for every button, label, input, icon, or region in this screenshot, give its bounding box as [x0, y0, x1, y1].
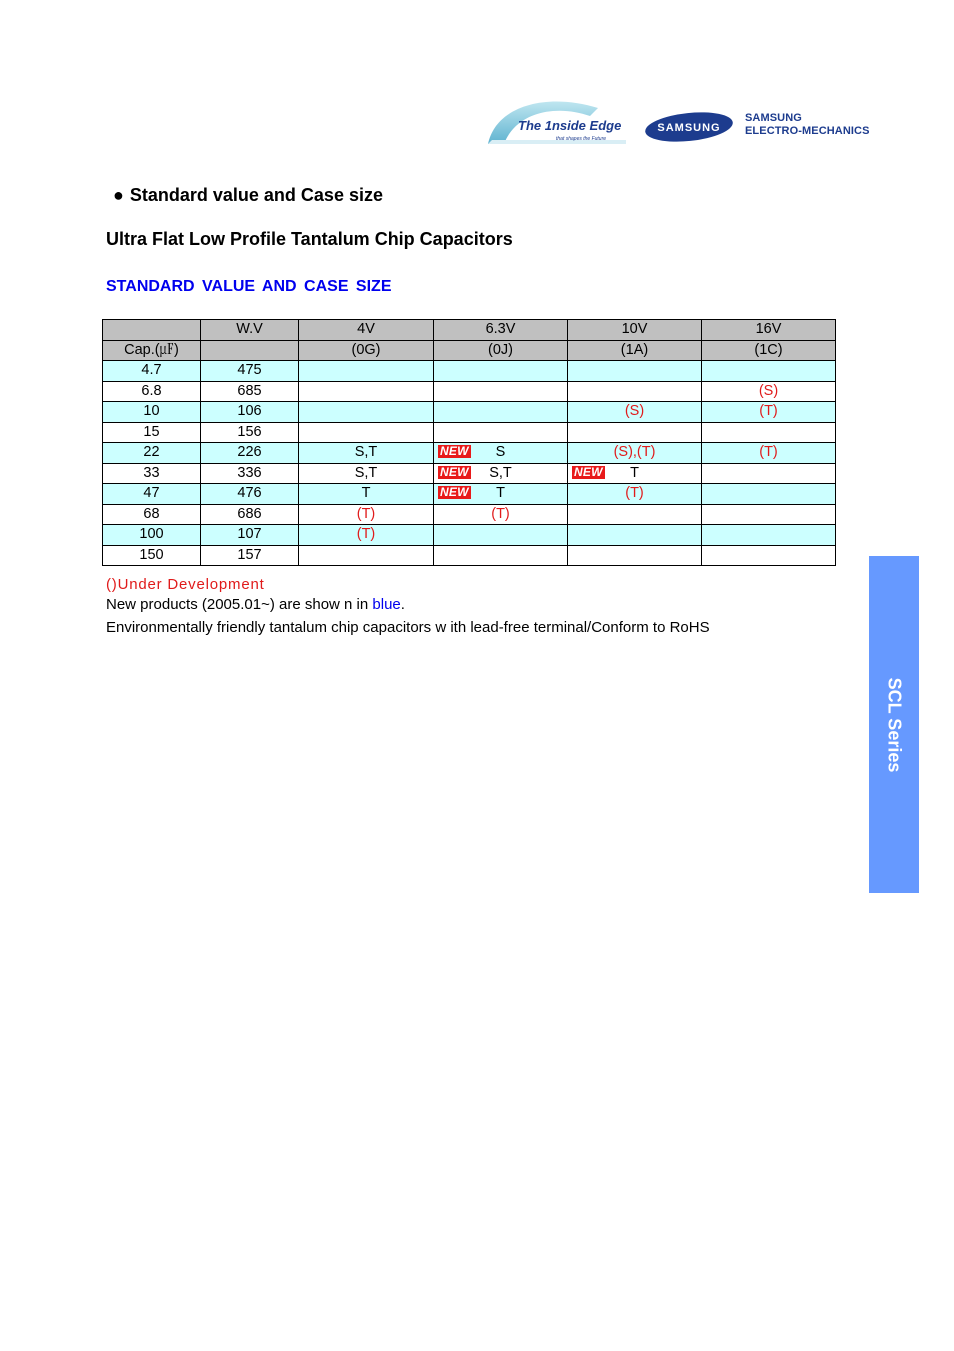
- value-cell-new: [434, 443, 568, 464]
- value-text: S,T: [489, 464, 512, 481]
- company-name-line2: ELECTRO-MECHANICS: [745, 125, 870, 137]
- value-text: S: [495, 444, 506, 461]
- cap-cell: 100: [103, 525, 201, 546]
- value-cell: [702, 484, 836, 505]
- value-text: T: [496, 485, 505, 502]
- value-cell: [299, 402, 434, 423]
- value-cell: (T): [702, 443, 836, 464]
- table-row: [103, 504, 836, 525]
- code-cell: 226: [201, 443, 299, 464]
- code-cell: 107: [201, 525, 299, 546]
- header-cell: (0J): [434, 340, 568, 361]
- value-cell: [299, 361, 434, 382]
- value-cell: (S),(T): [568, 443, 702, 464]
- rohs-note: Environmentally friendly tantalum chip capacitors w ith lead-free terminal/Conform to RoHS: [106, 619, 710, 636]
- value-cell: [568, 361, 702, 382]
- table-row: [103, 422, 836, 443]
- value-cell: S,T: [299, 443, 434, 464]
- value-cell: S,T: [299, 463, 434, 484]
- cap-cell: 4.7: [103, 361, 201, 382]
- header-cell: (1C): [702, 340, 836, 361]
- value-cell: [434, 422, 568, 443]
- value-cell: [434, 525, 568, 546]
- table-row: [103, 381, 836, 402]
- new-badge: NEW: [440, 444, 469, 458]
- value-cell: [434, 545, 568, 566]
- value-cell: (T): [299, 504, 434, 525]
- header-cell: 6.3V: [434, 320, 568, 341]
- company-name-line1: SAMSUNG: [745, 112, 802, 124]
- value-cell: [568, 381, 702, 402]
- table-row: [103, 484, 836, 505]
- inside-edge-tagline: that shapes the Future: [556, 136, 607, 142]
- code-cell: 156: [201, 422, 299, 443]
- value-cell: T: [299, 484, 434, 505]
- value-cell: [568, 504, 702, 525]
- header-cell: 4V: [299, 320, 434, 341]
- cap-cell: 68: [103, 504, 201, 525]
- new-badge: NEW: [574, 464, 603, 479]
- new-products-note-suffix: .: [400, 596, 405, 613]
- value-cell: [702, 422, 836, 443]
- value-cell: [568, 422, 702, 443]
- section-heading: [113, 185, 383, 206]
- new-products-note: [106, 596, 405, 613]
- table-row: [103, 361, 836, 382]
- series-side-tab-label: SCL Series: [884, 677, 905, 772]
- value-cell: [434, 381, 568, 402]
- table-header-row: [103, 320, 836, 341]
- cap-cell: 15: [103, 422, 201, 443]
- value-cell: [702, 525, 836, 546]
- value-cell-new: [568, 463, 702, 484]
- value-cell: (T): [568, 484, 702, 505]
- code-cell: 475: [201, 361, 299, 382]
- value-cell-new: [434, 463, 568, 484]
- samsung-logo: [644, 111, 734, 143]
- header-cell: (1A): [568, 340, 702, 361]
- value-cell: [702, 545, 836, 566]
- value-cell: (S): [568, 402, 702, 423]
- section-heading-text: Standard value and Case size: [129, 185, 383, 205]
- series-side-tab: [869, 556, 919, 893]
- samsung-logo-text: SAMSUNG: [657, 122, 721, 134]
- value-cell: (T): [702, 402, 836, 423]
- header-cell: 16V: [702, 320, 836, 341]
- new-products-note-prefix: New products (2005.01~) are show n in: [106, 596, 373, 613]
- table-row: [103, 463, 836, 484]
- inside-edge-logo-text: The 1nside Edge: [518, 118, 622, 133]
- value-cell: [299, 545, 434, 566]
- value-cell: [568, 545, 702, 566]
- value-cell: [299, 422, 434, 443]
- code-cell: 685: [201, 381, 299, 402]
- value-cell: [434, 402, 568, 423]
- code-cell: 686: [201, 504, 299, 525]
- cap-cell: 10: [103, 402, 201, 423]
- company-name: [745, 112, 870, 138]
- value-cell: [702, 504, 836, 525]
- new-products-note-blue: blue: [372, 596, 401, 613]
- table-row: [103, 402, 836, 423]
- bullet-icon: ●: [113, 185, 124, 205]
- cap-cell: 150: [103, 545, 201, 566]
- value-cell-new: [434, 484, 568, 505]
- code-cell: 157: [201, 545, 299, 566]
- cap-cell: 33: [103, 463, 201, 484]
- value-cell: [299, 381, 434, 402]
- cap-cell: 22: [103, 443, 201, 464]
- header-cell: (0G): [299, 340, 434, 361]
- table-row: [103, 545, 836, 566]
- table-row: [103, 525, 836, 546]
- document-title: Ultra Flat Low Profile Tantalum Chip Capacitors: [106, 229, 513, 249]
- value-cell: [702, 463, 836, 484]
- cap-cell: 47: [103, 484, 201, 505]
- table-header-row: [103, 340, 836, 361]
- value-text: T: [630, 464, 639, 481]
- header-cell: Cap.(㎌): [103, 340, 201, 361]
- inside-edge-logo: [486, 96, 628, 146]
- header-cell: [201, 340, 299, 361]
- code-cell: 336: [201, 463, 299, 484]
- header-cell: W.V: [201, 320, 299, 341]
- code-cell: 106: [201, 402, 299, 423]
- value-cell: (T): [299, 525, 434, 546]
- value-cell: (S): [702, 381, 836, 402]
- value-cell: [568, 525, 702, 546]
- new-badge: NEW: [440, 485, 469, 499]
- standard-value-table: [102, 319, 836, 566]
- table-row: [103, 443, 836, 464]
- cap-cell: 6.8: [103, 381, 201, 402]
- value-cell: (T): [434, 504, 568, 525]
- header-cell: [103, 320, 201, 341]
- value-cell: [702, 361, 836, 382]
- under-development-note: ()Under Development: [106, 576, 265, 593]
- header-cell: 10V: [568, 320, 702, 341]
- table-title: STANDARD VALUE AND CASE SIZE: [106, 278, 392, 295]
- code-cell: 476: [201, 484, 299, 505]
- new-badge: NEW: [440, 464, 469, 479]
- value-cell: [434, 361, 568, 382]
